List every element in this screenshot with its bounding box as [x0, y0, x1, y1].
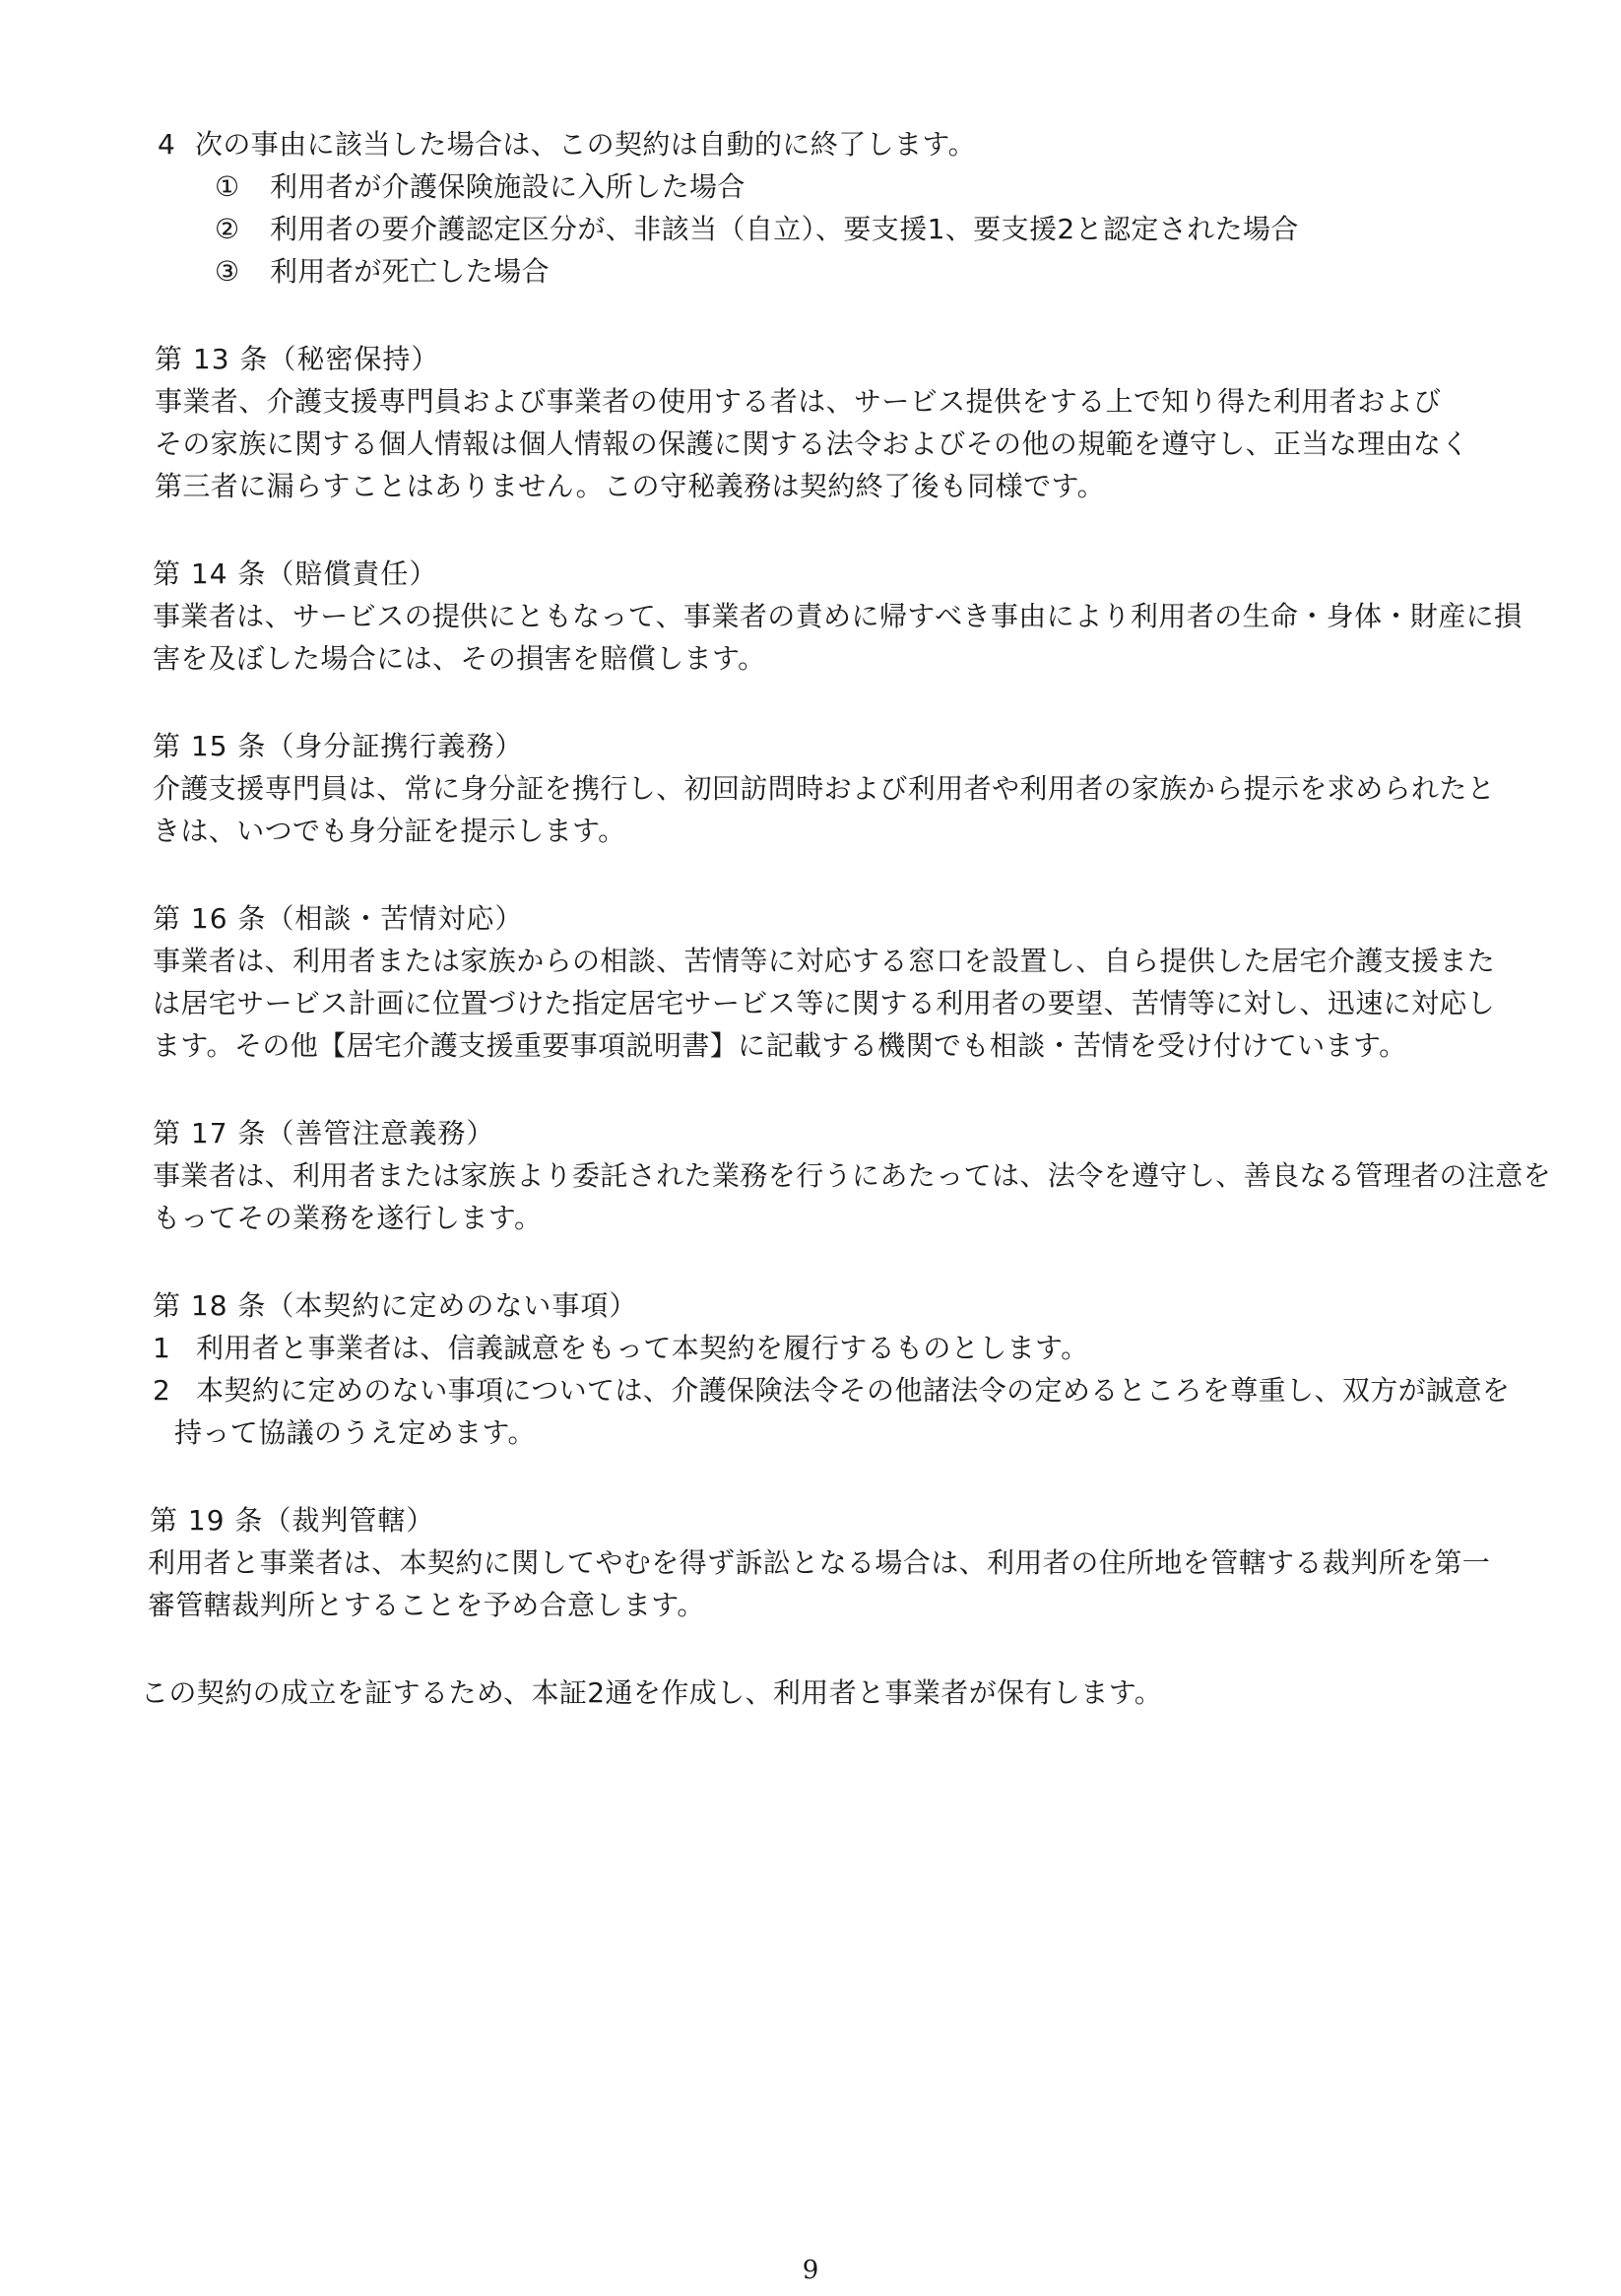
- clause-text: 次の事由に該当した場合は、この契約は自動的に終了します。: [195, 128, 976, 161]
- clause-number: 4: [158, 128, 176, 161]
- list-item: [215, 213, 1299, 246]
- article-19-line: 審管轄裁判所とすることを予め合意します。: [148, 1589, 705, 1621]
- article-16-line: 事業者は、利用者または家族からの相談、苦情等に対応する窓口を設置し、自ら提供した居宅介護支援また: [153, 945, 1496, 977]
- closing-statement: この契約の成立を証するため、本証2通を作成し、利用者と事業者が保有します。: [141, 1676, 1163, 1709]
- article-19-line: 利用者と事業者は、本契約に関してやむを得ず訴訟となる場合は、利用者の住所地を管轄する裁判所を第一: [148, 1546, 1491, 1579]
- clause-4-intro: [158, 128, 976, 162]
- item-marker: ③: [215, 255, 240, 288]
- item-text: 利用者が介護保険施設に入所した場合: [270, 170, 746, 203]
- item-text: 利用者と事業者は、信義誠意をもって本契約を履行するものとします。: [196, 1332, 1089, 1364]
- article-13-line: その家族に関する個人情報は個人情報の保護に関する法令およびその他の規範を遵守し、正当な理由なく: [155, 427, 1469, 460]
- article-14-line: 害を及ぼした場合には、その損害を賠償します。: [153, 642, 766, 675]
- article-17-line: 事業者は、利用者または家族より委託された業務を行うにあたっては、法令を遵守し、善良なる管理者の注意を: [153, 1159, 1552, 1192]
- article-14-line: 事業者は、サービスの提供にともなって、事業者の責めに帰すべき事由により利用者の生命・身体・財産に損: [153, 600, 1523, 632]
- article-17-line: もってその業務を遂行します。: [153, 1202, 543, 1234]
- item-number: 2: [153, 1374, 171, 1407]
- article-16-heading: 第 16 条（相談・苦情対応）: [153, 902, 524, 935]
- article-16-line: ます。その他【居宅介護支援重要事項説明書】に記載する機関でも相談・苦情を受け付けています。: [153, 1029, 1407, 1062]
- item-marker: ②: [215, 213, 240, 245]
- article-15-line: 介護支援専門員は、常に身分証を携行し、初回訪問時および利用者や利用者の家族から提示を求められたと: [153, 772, 1496, 805]
- article-14-heading: 第 14 条（賠償責任）: [153, 558, 438, 590]
- article-13-line: 第三者に漏らすことはありません。この守秘義務は契約終了後も同様です。: [155, 470, 1106, 502]
- article-18-heading: 第 18 条（本契約に定めのない事項）: [153, 1289, 638, 1322]
- item-text: 利用者の要介護認定区分が、非該当（自立）、要支援1、要支援2と認定された場合: [270, 213, 1299, 245]
- list-item: [215, 170, 746, 204]
- item-number: 1: [153, 1332, 171, 1364]
- article-17-heading: 第 17 条（善管注意義務）: [153, 1117, 495, 1149]
- list-item: [215, 255, 550, 289]
- article-18-item-continuation: 持って協議のうえ定めます。: [174, 1416, 536, 1449]
- article-15-heading: 第 15 条（身分証携行義務）: [153, 730, 524, 762]
- article-18-item: [153, 1332, 1089, 1365]
- article-13-heading: 第 13 条（秘密保持）: [155, 343, 440, 375]
- article-18-item: [153, 1374, 1510, 1408]
- article-15-line: きは、いつでも身分証を提示します。: [153, 815, 626, 847]
- item-marker: ①: [215, 170, 240, 203]
- item-text: 利用者が死亡した場合: [270, 255, 551, 288]
- page-number: 9: [802, 2256, 819, 2285]
- article-19-heading: 第 19 条（裁判管轄）: [150, 1504, 435, 1537]
- article-16-line: は居宅サービス計画に位置づけた指定居宅サービス等に関する利用者の要望、苦情等に対し、迅速に対応し: [153, 987, 1496, 1019]
- item-text: 本契約に定めのない事項については、介護保険法令その他諸法令の定めるところを尊重し、双方が誠意を: [196, 1374, 1511, 1407]
- article-13-line: 事業者、介護支援専門員および事業者の使用する者は、サービス提供をする上で知り得た利用者および: [155, 385, 1442, 418]
